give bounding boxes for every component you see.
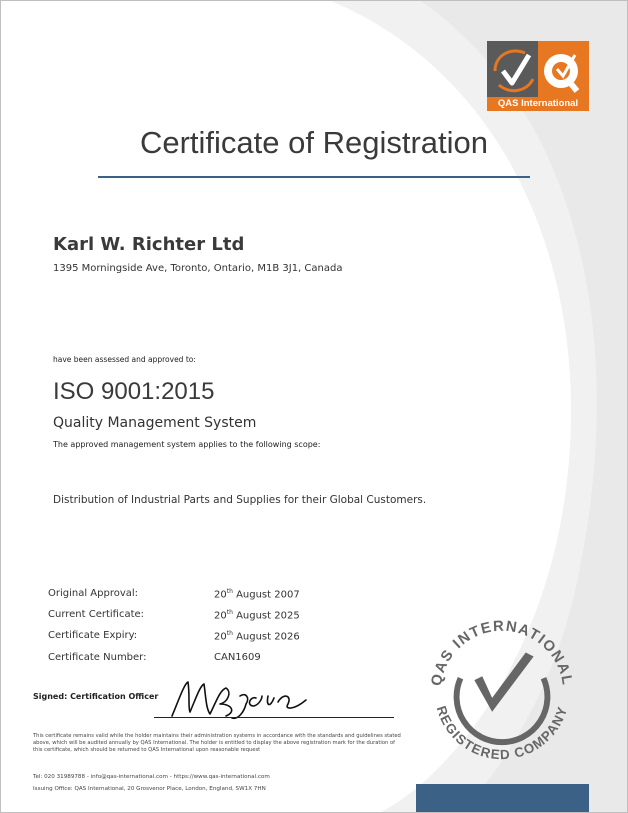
svg-text:QAS INTERNATIONAL: QAS INTERNATIONAL bbox=[428, 618, 576, 688]
company-address: 1395 Morningside Ave, Toronto, Ontario, M1B 3J1, Canada bbox=[53, 263, 343, 274]
original-approval-date: 20th August 2007 bbox=[214, 588, 300, 601]
registered-company-seal bbox=[423, 613, 581, 771]
signature-label: Signed: Certification Officer bbox=[33, 692, 159, 701]
qas-logo bbox=[487, 41, 589, 111]
title-rule bbox=[98, 176, 530, 178]
issuing-office: Issuing Office: QAS International, 20 Grosvenor Place, London, England, SW1X 7HN bbox=[33, 786, 266, 792]
certificate-title: Certificate of Registration bbox=[139, 125, 489, 160]
scope-label: The approved management system applies to the following scope: bbox=[53, 440, 321, 449]
scope-text: Distribution of Industrial Parts and Supplies for their Global Customers. bbox=[53, 494, 427, 506]
assessed-text: have been assessed and approved to: bbox=[53, 355, 196, 364]
system-name: Quality Management System bbox=[53, 415, 257, 431]
fine-print: This certificate remains valid while the holder maintains their administration systems in accordance with the standards and guidelines stated above, which will be audited annually by QAS International. The holder is entitled to display the above registration mark for the duration of this certificate, which should be returned to QAS International upon reasonable request bbox=[33, 733, 401, 753]
contact-line: Tel: 020 31989788 - info@qas-international.com - https://www.qas-international.com bbox=[33, 774, 270, 780]
certificate-number-value: CAN1609 bbox=[214, 652, 261, 663]
certificate-number-label: Certificate Number: bbox=[48, 652, 147, 663]
company-name: Karl W. Richter Ltd bbox=[53, 234, 245, 255]
footer-accent-bar bbox=[416, 784, 589, 812]
current-certificate-label: Current Certificate: bbox=[48, 609, 145, 620]
standard-name: ISO 9001:2015 bbox=[53, 378, 215, 405]
original-approval-label: Original Approval: bbox=[48, 588, 139, 599]
certificate-expiry-label: Certificate Expiry: bbox=[48, 630, 138, 641]
svg-text:REGISTERED COMPANY: REGISTERED COMPANY bbox=[433, 703, 571, 763]
signature-line bbox=[154, 717, 394, 718]
certificate-expiry-date: 20th August 2026 bbox=[214, 630, 300, 643]
logo-brand-text: QAS International bbox=[487, 97, 589, 111]
current-certificate-date: 20th August 2025 bbox=[214, 609, 300, 622]
handwritten-signature bbox=[166, 672, 316, 722]
